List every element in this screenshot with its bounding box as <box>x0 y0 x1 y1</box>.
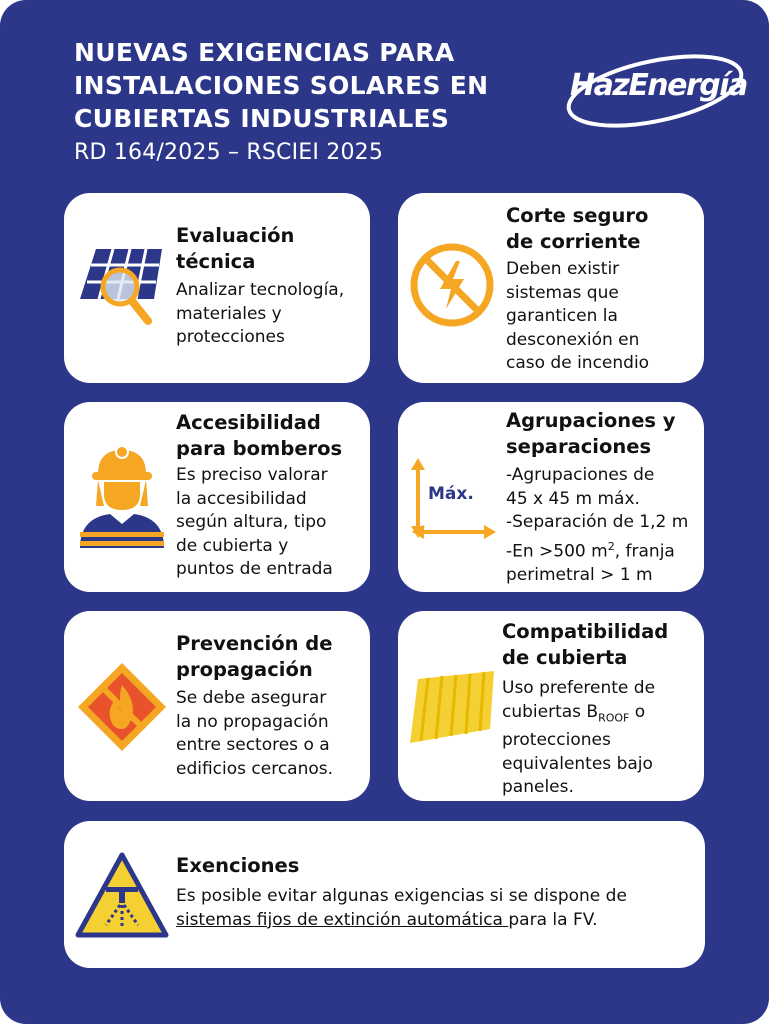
no-fire-icon <box>76 661 168 758</box>
card-text-line: protecciones <box>176 327 285 347</box>
card-text <box>506 464 688 587</box>
card-text-line: la accesibilidad <box>176 488 307 509</box>
title-line-3: CUBIERTAS INDUSTRIALES <box>74 104 450 133</box>
card-prevencion <box>64 611 370 801</box>
no-electricity-icon <box>408 241 496 334</box>
card-text-line <box>502 701 655 730</box>
card-text <box>502 677 655 800</box>
card-title-line: Agrupaciones y <box>506 409 676 432</box>
card-title-line: técnica <box>176 250 256 273</box>
card-text-line: según altura, tipo <box>176 512 327 532</box>
card-text-line: sistemas que <box>506 282 619 303</box>
text-fragment: o <box>629 701 646 722</box>
card-text <box>506 258 649 376</box>
page-title <box>74 36 544 135</box>
card-title: Exenciones <box>176 854 300 877</box>
card-title <box>506 408 676 460</box>
card-text-line: materiales y <box>176 303 282 324</box>
card-corte <box>398 193 704 383</box>
card-title <box>506 203 648 255</box>
card-text-line: edificios cercanos. <box>176 758 334 779</box>
solar-panel-magnifier-icon <box>76 243 168 338</box>
card-title-line: Evaluación <box>176 224 295 247</box>
text-fragment: , franja <box>614 541 675 562</box>
card-title <box>176 410 342 462</box>
title-line-1: NUEVAS EXIGENCIAS PARA <box>74 38 455 67</box>
title-line-2: INSTALACIONES SOLARES EN <box>74 71 489 100</box>
card-text-line: Analizar tecnología, <box>176 280 345 300</box>
card-text-line: protecciones <box>502 730 611 751</box>
card-text-line <box>506 535 688 564</box>
firefighter-icon <box>76 444 168 559</box>
card-text-line: Es posible evitar algunas exigencias si se dispone de <box>176 886 627 906</box>
card-text-line: equivalentes bajo <box>502 753 653 774</box>
card-text <box>176 885 627 932</box>
sprinkler-warning-icon <box>74 851 170 944</box>
card-text-line: caso de incendio <box>506 353 650 373</box>
hazenergia-logo <box>560 46 750 136</box>
card-title <box>176 631 332 683</box>
card-text-line: perimetral > 1 m <box>506 564 653 585</box>
subscript: ROOF <box>598 710 630 724</box>
text-fragment: cubiertas B <box>502 701 599 722</box>
card-text-line: desconexión en <box>506 329 640 350</box>
card-title-line: para bomberos <box>176 437 343 460</box>
card-text-line: -Agrupaciones de <box>506 465 655 485</box>
card-text <box>176 687 333 781</box>
text-fragment: para la FV. <box>508 909 598 930</box>
card-text-line: la no propagación <box>176 711 329 732</box>
underlined-text: sistemas fijos de extinción automática <box>176 909 509 930</box>
card-title-line: Compatibilidad <box>502 620 669 643</box>
text-fragment: -En >500 m <box>506 541 608 562</box>
card-text-line: puntos de entrada <box>176 559 333 579</box>
card-text-line: de cubierta y <box>176 535 289 556</box>
max-label: Máx. <box>428 484 474 504</box>
card-title <box>502 619 668 671</box>
logo-text: HazEnergía <box>570 68 747 103</box>
page-subtitle: RD 164/2025 – RSCIEI 2025 <box>74 140 384 165</box>
card-accesibilidad <box>64 402 370 592</box>
card-compatibilidad <box>398 611 704 801</box>
card-title-line: propagación <box>176 658 313 681</box>
card-text-line: paneles. <box>502 777 574 798</box>
card-text <box>176 279 344 350</box>
card-title-line: Prevención de <box>176 632 333 655</box>
card-title-line: Accesibilidad <box>176 411 321 434</box>
card-title-line: separaciones <box>506 435 652 458</box>
card-text-line: garanticen la <box>506 306 618 326</box>
card-title-line: de corriente <box>506 230 641 253</box>
card-text-line <box>176 909 627 933</box>
card-text-line: entre sectores o a <box>176 735 330 755</box>
card-text-line: Deben existir <box>506 259 620 279</box>
card-text-line: -Separación de 1,2 m <box>506 512 689 532</box>
card-text-line: Uso preferente de <box>502 678 656 698</box>
card-text-line: 45 x 45 m máx. <box>506 488 640 509</box>
card-text-line: Se debe asegurar <box>176 688 327 708</box>
card-title-line: de cubierta <box>502 646 628 669</box>
card-evaluacion <box>64 193 370 383</box>
card-title-line: Corte seguro <box>506 204 649 227</box>
card-exenciones <box>64 821 705 968</box>
superscript: 2 <box>607 539 615 553</box>
card-text <box>176 464 333 582</box>
card-title <box>176 223 294 275</box>
roof-panel-icon <box>408 671 500 750</box>
card-text-line: Es preciso valorar <box>176 465 328 485</box>
card-agrupaciones <box>398 402 704 592</box>
